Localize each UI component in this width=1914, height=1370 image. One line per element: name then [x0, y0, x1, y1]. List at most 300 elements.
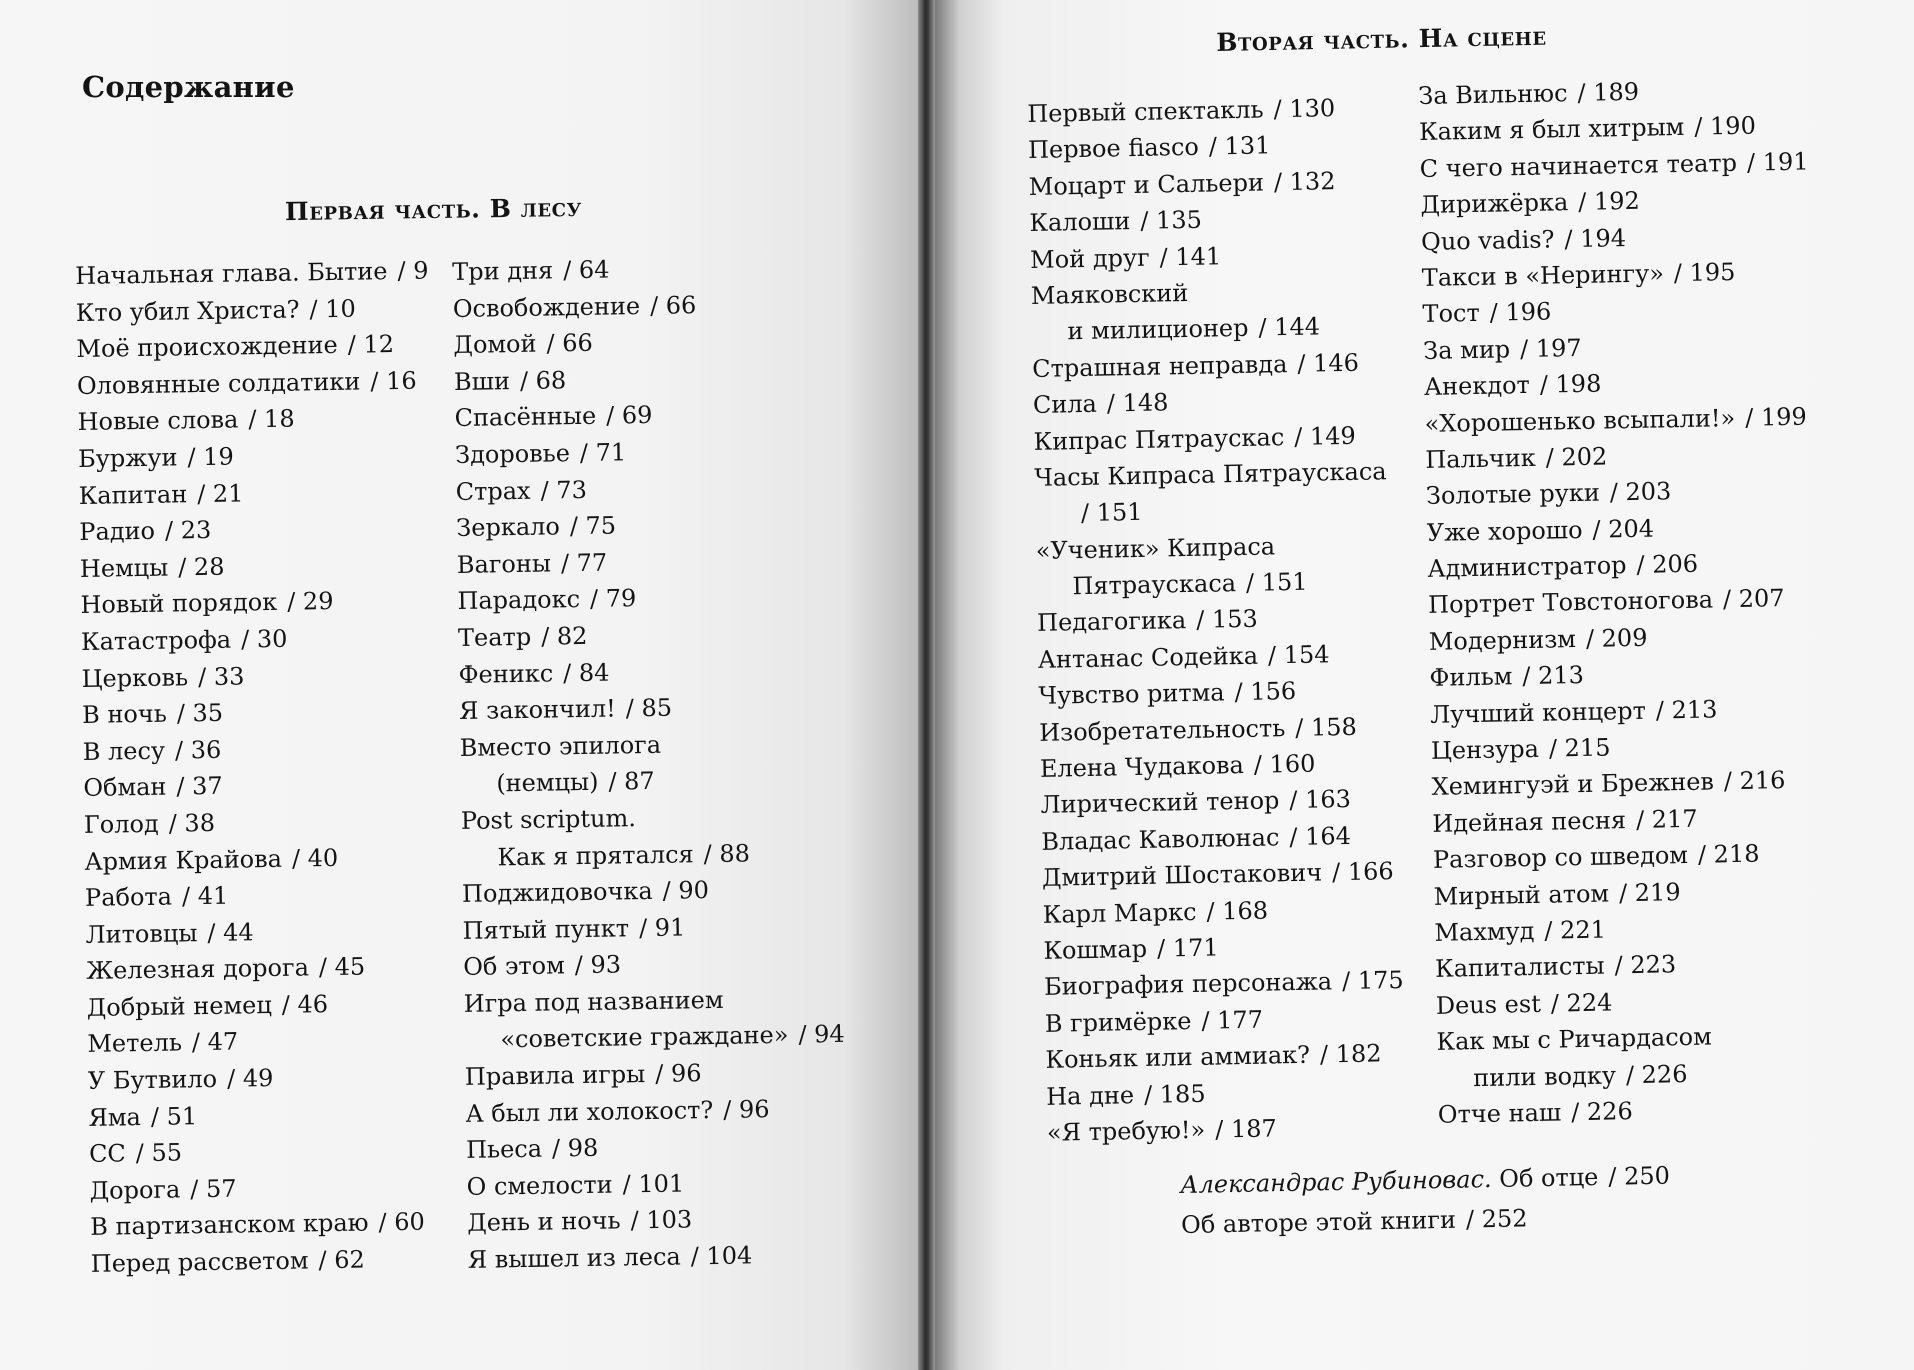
toc-entry-page: / 177	[1201, 1005, 1264, 1035]
toc-entry-title: Кипрас Пятраускас	[1033, 422, 1285, 456]
toc-entry-title: Разговор со шведом	[1432, 841, 1689, 875]
toc-entry-title: Как мы с Ричардасом	[1436, 1022, 1713, 1056]
toc-entry-title: Уже хорошо	[1426, 515, 1583, 547]
toc-entry	[468, 1236, 849, 1279]
toc-entry-page: / 66	[649, 290, 697, 320]
toc-entry-title: Капиталисты	[1434, 951, 1605, 984]
toc-entry-page: / 166	[1331, 857, 1394, 887]
toc-entry-page: / 47	[191, 1028, 239, 1057]
toc-entry-page: / 148	[1106, 388, 1169, 418]
toc-entry-title: Золотые руки	[1425, 478, 1601, 511]
toc-entry-title: В партизанском краю	[90, 1208, 369, 1242]
toc-entry-title: Пьеса	[465, 1134, 543, 1165]
toc-entry-title: Железная дорога	[85, 953, 310, 986]
toc-entry	[462, 870, 843, 913]
toc-entry-page: / 160	[1253, 749, 1316, 779]
toc-entry-title: Перед рассветом	[90, 1246, 309, 1278]
toc-entry-title: В гримёрке	[1044, 1006, 1192, 1038]
toc-entry-page: / 44	[207, 917, 254, 947]
toc-entry-title: Три дня	[452, 256, 554, 286]
book-gutter	[918, 0, 935, 1370]
toc-entry-page: / 38	[168, 808, 216, 838]
toc-entry-page: / 217	[1635, 804, 1698, 834]
toc-entry	[86, 984, 440, 1026]
toc-entry-page: / 226	[1570, 1097, 1633, 1127]
toc-entry-title: Моё происхождение	[76, 331, 338, 364]
toc-entry	[89, 1167, 443, 1209]
toc-entry	[79, 509, 433, 551]
toc-entry-title: «Ученик» Кипраса	[1035, 532, 1276, 565]
toc-entry-page: / 84	[562, 658, 610, 687]
toc-entry-title: Мирный атом	[1433, 879, 1610, 911]
toc-entry-page: / 71	[579, 438, 627, 467]
toc-entry-title: Отче наш	[1437, 1098, 1562, 1129]
toc-entry-page: / 103	[630, 1205, 693, 1235]
toc-entry-page: / 33	[197, 661, 245, 691]
toc-entry-title: Катастрофа	[80, 625, 232, 656]
toc-entry	[81, 618, 435, 660]
toc-entry-title: Театр	[457, 622, 532, 652]
toc-entry-title: Quo vadis?	[1420, 224, 1555, 256]
toc-entry	[1027, 89, 1387, 132]
toc-entry-title: За Вильнюс	[1418, 79, 1568, 110]
toc-entry-title: Домой	[453, 329, 537, 360]
toc-entry	[458, 614, 839, 657]
toc-entry	[453, 285, 834, 328]
toc-entry-page: / 219	[1618, 877, 1681, 907]
toc-entry	[452, 248, 833, 291]
toc-entry-page: / 158	[1294, 712, 1358, 742]
toc-entry-title: А был ли холокост?	[465, 1095, 714, 1128]
appendix-list	[1180, 1156, 1671, 1245]
toc-entry-title: Страшная неправда	[1031, 349, 1288, 383]
toc-entry	[1419, 143, 1808, 187]
toc-entry	[465, 1090, 846, 1133]
toc-entry-title: Я закончил!	[458, 694, 616, 726]
toc-entry-page: / 215	[1548, 733, 1611, 763]
toc-entry-title: Яма	[88, 1102, 142, 1132]
toc-entry-page: / 187	[1214, 1114, 1278, 1144]
part1-column-2	[452, 248, 848, 1278]
toc-entry-title: У Бутвило	[87, 1064, 218, 1095]
toc-entry-title: Литовцы	[85, 918, 198, 949]
toc-entry-title: (немцы)	[496, 768, 599, 798]
toc-entry-title: Дмитрий Шостакович	[1041, 858, 1323, 893]
toc-entry	[456, 504, 837, 547]
toc-entry	[88, 1094, 442, 1136]
toc-entry-title: День и ночь	[467, 1206, 621, 1238]
toc-entry-title: Каким я был хитрым	[1418, 113, 1685, 147]
toc-entry-page: / 141	[1159, 241, 1222, 272]
toc-entry-title: Лирический тенор	[1040, 786, 1280, 820]
toc-entry-title: «советские граждане»	[500, 1021, 789, 1054]
toc-entry-title: Фильм	[1429, 662, 1513, 693]
toc-entry	[455, 431, 836, 474]
toc-entry-page: / 224	[1550, 988, 1613, 1018]
toc-entry-title: Радио	[79, 516, 156, 547]
toc-entry-title: Вагоны	[456, 549, 552, 579]
toc-entry-page: / 132	[1273, 166, 1336, 197]
toc-entry	[84, 801, 438, 843]
toc-entry-title: Маяковский	[1030, 278, 1189, 310]
toc-entry-title: Церковь	[81, 662, 189, 693]
toc-entry-page: / 195	[1673, 257, 1736, 288]
toc-entry	[455, 468, 836, 511]
toc-entry-page: / 62	[318, 1245, 366, 1275]
toc-entry-title: Голод	[83, 809, 159, 839]
toc-entry-page: / 37	[176, 772, 223, 801]
toc-entry	[466, 1126, 847, 1169]
toc-entry-title: Часы Кипраса Пятраускаса	[1034, 457, 1387, 492]
toc-entry-page: / 221	[1544, 915, 1607, 945]
toc-entry-title: Post scriptum.	[460, 804, 637, 835]
toc-entry	[462, 907, 843, 950]
toc-entry-page: / 149	[1293, 421, 1357, 451]
toc-entry-title: Вместо эпилога	[459, 730, 662, 762]
toc-entry-page: / 101	[622, 1169, 685, 1199]
toc-entry-title: Метель	[87, 1028, 183, 1059]
toc-entry-title: Новый порядок	[80, 588, 278, 620]
toc-entry-page: / 131	[1208, 131, 1271, 161]
toc-entry-title: Феникс	[458, 658, 554, 689]
toc-entry-title: Зеркало	[456, 512, 561, 543]
toc-entry-title	[1071, 500, 1072, 528]
toc-entry-page: / 68	[519, 366, 567, 395]
toc-entry-title: Идейная песня	[1432, 805, 1627, 838]
toc-entry	[454, 358, 835, 401]
toc-entry-page: / 213	[1522, 661, 1585, 691]
toc-entry	[88, 1057, 442, 1099]
toc-entry-title: Пятый пункт	[462, 913, 630, 945]
toc-entry	[78, 472, 432, 514]
toc-entry	[1438, 1089, 1827, 1133]
toc-entry-page: / 77	[560, 548, 608, 578]
toc-entry-page: / 199	[1744, 402, 1807, 432]
toc-entry-page: / 10	[309, 294, 357, 323]
toc-entry-page: / 168	[1206, 896, 1269, 926]
toc-entry-page: / 21	[196, 478, 244, 508]
toc-entry-page: / 85	[625, 693, 673, 723]
appendix-title: Об отце	[1498, 1162, 1599, 1193]
toc-entry-title: Буржуи	[77, 443, 178, 473]
toc-entry	[84, 838, 438, 880]
toc-entry	[1032, 344, 1392, 387]
toc-entry-page: / 185	[1143, 1079, 1206, 1109]
toc-entry	[1047, 1108, 1407, 1151]
toc-entry	[457, 577, 838, 620]
toc-heading: Содержание	[82, 70, 295, 104]
toc-entry-title: Дорога	[89, 1175, 181, 1205]
toc-entry-page: / 41	[181, 881, 229, 911]
toc-entry-page: / 203	[1609, 477, 1672, 507]
toc-entry-title: Спасённые	[454, 402, 597, 433]
toc-entry-page: / 216	[1723, 766, 1786, 796]
toc-entry-page: / 197	[1519, 333, 1582, 363]
toc-entry-page: / 51	[150, 1101, 198, 1131]
toc-entry-page: / 104	[690, 1241, 753, 1271]
toc-entry-title: Работа	[84, 882, 173, 913]
toc-entry-title: Анекдот	[1423, 371, 1531, 402]
toc-entry-page: / 49	[226, 1064, 274, 1093]
toc-entry-page: / 40	[291, 843, 339, 873]
toc-entry-page: / 226	[1625, 1059, 1688, 1089]
toc-entry-title: Первый спектакль	[1027, 95, 1264, 128]
toc-entry-page: / 16	[370, 366, 417, 396]
toc-entry	[76, 289, 430, 331]
toc-entry-title: пили водку	[1472, 1060, 1617, 1092]
toc-entry-title: Парадокс	[457, 585, 581, 616]
toc-entry-title: В лесу	[82, 736, 166, 766]
toc-entry-title: Игра под названием	[463, 985, 724, 1018]
toc-entry-title: Владас Каволюнас	[1041, 823, 1280, 856]
toc-entry-page: / 146	[1297, 348, 1360, 378]
toc-entry-page: / 192	[1577, 186, 1641, 217]
toc-entry-page: / 151	[1245, 567, 1308, 597]
toc-entry-title: Капитан	[78, 479, 188, 510]
toc-entry-page: / 135	[1140, 205, 1203, 236]
toc-entry-title: Первое fiasco	[1027, 133, 1200, 165]
toc-entry	[463, 943, 844, 986]
toc-entry-title: С чего начинается театр	[1419, 148, 1738, 183]
toc-entry-title: Моцарт и Сальери	[1028, 168, 1265, 201]
toc-entry	[466, 1163, 847, 1206]
toc-entry	[1042, 853, 1402, 896]
toc-entry-title: Армия Крайова	[84, 844, 283, 876]
toc-entry-page: / 206	[1636, 549, 1699, 579]
toc-entry	[86, 948, 440, 990]
toc-entry	[1044, 962, 1404, 1005]
toc-entry	[85, 911, 439, 953]
toc-entry-page: / 79	[589, 584, 637, 614]
toc-entry	[465, 1053, 846, 1096]
toc-entry-title: Тост	[1422, 299, 1480, 329]
toc-entry-title: Сила	[1032, 389, 1098, 420]
toc-entry-title: Обман	[83, 772, 167, 803]
toc-entry-page: / 46	[281, 989, 329, 1019]
toc-entry-page: / 35	[176, 698, 224, 728]
toc-entry	[75, 252, 429, 294]
toc-entry-page: / 207	[1722, 584, 1785, 614]
toc-entry-page: / 130	[1273, 94, 1336, 124]
toc-entry-page: / 171	[1156, 933, 1219, 963]
toc-entry-page: / 153	[1195, 605, 1259, 635]
toc-entry	[87, 1021, 441, 1063]
toc-entry-page: / 163	[1289, 785, 1352, 815]
toc-entry-page: / 96	[723, 1094, 770, 1124]
toc-entry-page: / 64	[562, 255, 610, 285]
toc-entry	[80, 545, 434, 587]
toc-entry-page: / 30	[240, 624, 288, 654]
toc-entry	[1431, 762, 1820, 806]
toc-entry	[78, 435, 432, 477]
toc-entry-title: Такси в «Нерингу»	[1421, 259, 1665, 292]
toc-entry-page: / 75	[569, 511, 617, 541]
right-page	[935, 0, 1914, 1370]
toc-entry	[77, 399, 431, 441]
toc-entry	[459, 724, 840, 767]
toc-entry-page: / 23	[164, 516, 212, 545]
toc-entry-title: Пальчик	[1425, 443, 1537, 474]
appendix-title: Об авторе этой книги	[1180, 1205, 1457, 1239]
toc-entry	[89, 1131, 443, 1173]
toc-entry-page: / 69	[605, 401, 653, 430]
toc-entry	[80, 582, 434, 624]
toc-entry-page: / 98	[551, 1134, 599, 1163]
toc-entry-title: Цензура	[1430, 734, 1540, 765]
toc-entry	[463, 980, 844, 1023]
toc-entry-title: О смелости	[466, 1170, 613, 1201]
toc-entry	[81, 655, 435, 697]
toc-entry-page: / 96	[655, 1059, 702, 1088]
toc-entry-title: Я вышел из леса	[467, 1242, 681, 1274]
toc-entry-page: / 19	[187, 442, 234, 472]
toc-entry	[1424, 398, 1813, 442]
toc-entry-page: / 190	[1694, 111, 1757, 142]
toc-entry-title: «Хорошенько всыпали!»	[1424, 403, 1736, 438]
toc-entry-page: / 12	[347, 330, 395, 359]
toc-entry-page: / 87	[608, 767, 655, 796]
toc-entry-title: В ночь	[81, 699, 168, 730]
toc-entry-page: / 28	[177, 552, 225, 582]
toc-entry-title: Дирижёрка	[1420, 188, 1569, 220]
toc-entry-title: Как я прятался	[497, 839, 694, 871]
toc-entry-title: Deus est	[1435, 989, 1542, 1020]
toc-entry-page: / 60	[378, 1208, 426, 1237]
toc-entry-page: / 57	[190, 1174, 237, 1204]
toc-entry-title: и милиционер	[1067, 314, 1249, 346]
toc-entry-title: Страх	[455, 476, 531, 506]
toc-entry	[83, 765, 437, 807]
toc-entry-title: За мир	[1422, 335, 1511, 365]
part2-column-2	[1418, 71, 1827, 1134]
toc-entry-page: / 55	[135, 1138, 183, 1168]
part2-column-1	[1027, 89, 1407, 1151]
toc-entry	[461, 797, 842, 840]
toc-entry	[91, 1240, 445, 1282]
appendix-page: / 250	[1608, 1161, 1671, 1191]
toc-entry-title: Калоши	[1029, 207, 1131, 238]
toc-entry	[1045, 1035, 1405, 1078]
toc-entry-title: Мой друг	[1029, 243, 1150, 274]
toc-entry-title: Освобождение	[452, 291, 641, 323]
toc-entry-page: / 82	[540, 621, 588, 651]
part1-column-1	[75, 252, 444, 1282]
toc-entry-title: Оловянные солдатики	[76, 367, 361, 400]
toc-entry-title: Пятраускаса	[1072, 569, 1237, 601]
toc-entry-title: Елена Чудакова	[1039, 750, 1245, 783]
toc-entry	[76, 326, 430, 368]
toc-entry-page: / 156	[1234, 677, 1297, 707]
toc-entry	[458, 651, 839, 694]
toc-entry	[1028, 162, 1388, 205]
toc-entry-page: / 91	[638, 913, 686, 942]
part1-title: Первая часть. В лесу	[284, 192, 582, 227]
toc-entry-page: / 144	[1258, 312, 1321, 342]
toc-entry-page: / 88	[703, 838, 751, 868]
toc-entry	[77, 362, 431, 404]
toc-entry-page: / 73	[540, 475, 588, 505]
toc-entry-page: / 189	[1577, 77, 1640, 107]
toc-entry-page: / 209	[1585, 623, 1648, 653]
left-page	[0, 0, 918, 1370]
appendix-author: Александрас Рубиновас.	[1180, 1164, 1500, 1199]
toc-entry-page: / 94	[798, 1020, 845, 1050]
toc-entry-title: Здоровье	[454, 439, 571, 469]
toc-entry-page: / 154	[1267, 640, 1330, 670]
toc-entry	[82, 728, 436, 770]
toc-entry-page: / 93	[574, 950, 622, 980]
toc-entry	[459, 687, 840, 730]
toc-entry-page: / 90	[662, 876, 710, 905]
part2-title: Вторая часть. На сцене	[1216, 21, 1547, 57]
toc-entry-title: Кошмар	[1043, 934, 1148, 965]
toc-entry-title: Об этом	[462, 951, 566, 982]
toc-entry	[454, 394, 835, 437]
toc-entry-page: / 66	[546, 328, 593, 358]
toc-entry-title: Махмуд	[1434, 916, 1535, 947]
toc-entry-title: Педагогика	[1036, 606, 1187, 638]
toc-entry-page: / 175	[1341, 966, 1404, 996]
toc-entry-title: Добрый немец	[86, 990, 272, 1022]
toc-entry	[1034, 453, 1394, 496]
toc-entry-page: / 29	[287, 587, 334, 617]
toc-entry-page: / 45	[318, 952, 366, 982]
toc-entry-title: Немцы	[79, 553, 169, 583]
toc-entry	[457, 541, 838, 584]
toc-entry-title: Лучший концерт	[1429, 696, 1647, 729]
toc-entry-page: / 196	[1489, 297, 1552, 328]
toc-entry-title: Новые слова	[77, 405, 239, 437]
toc-entry-page: / 191	[1746, 147, 1809, 177]
toc-entry-title: Антанас Содейка	[1037, 641, 1259, 674]
toc-entry-title: Карл Маркс	[1042, 897, 1197, 929]
toc-entry	[467, 1199, 848, 1242]
toc-entry-page: / 18	[248, 404, 295, 434]
toc-entry-title: Правила игры	[464, 1060, 646, 1091]
toc-entry	[1039, 708, 1399, 751]
toc-entry	[461, 833, 842, 876]
appendix-entry	[1181, 1196, 1671, 1245]
toc-entry	[1428, 580, 1817, 624]
toc-entry-page: / 213	[1655, 695, 1718, 725]
toc-entry-page: / 202	[1545, 442, 1608, 472]
toc-entry-title: Портрет Товстоногова	[1427, 585, 1714, 620]
toc-entry	[82, 692, 436, 734]
toc-entry-title: Чувство ритма	[1038, 678, 1225, 711]
toc-entry-page: / 182	[1319, 1039, 1382, 1069]
toc-entry-page: / 9	[397, 256, 429, 285]
appendix-page: / 252	[1465, 1204, 1528, 1234]
toc-entry-page: / 198	[1539, 369, 1602, 399]
toc-entry	[460, 760, 841, 803]
toc-entry	[85, 874, 439, 916]
toc-entry	[453, 321, 834, 364]
toc-entry-page: / 151	[1080, 498, 1143, 528]
toc-entry-title: Хемингуэй и Брежнев	[1431, 767, 1715, 802]
toc-entry-title: Вши	[453, 366, 511, 396]
toc-entry-page: / 36	[174, 735, 222, 765]
toc-entry-page: / 218	[1697, 839, 1760, 869]
toc-entry-title: Биография персонажа	[1043, 967, 1333, 1002]
toc-entry-title: Поджидовочка	[461, 877, 653, 909]
toc-entry-title: Коньяк или аммиак?	[1045, 1040, 1311, 1074]
toc-entry-title: Изобретательность	[1038, 713, 1286, 747]
toc-entry-page: / 204	[1592, 514, 1655, 544]
toc-entry-title: На дне	[1045, 1080, 1135, 1111]
toc-entry-page: / 194	[1564, 223, 1627, 253]
toc-entry	[90, 1204, 444, 1246]
toc-entry-title: «Я требую!»	[1046, 1115, 1206, 1147]
